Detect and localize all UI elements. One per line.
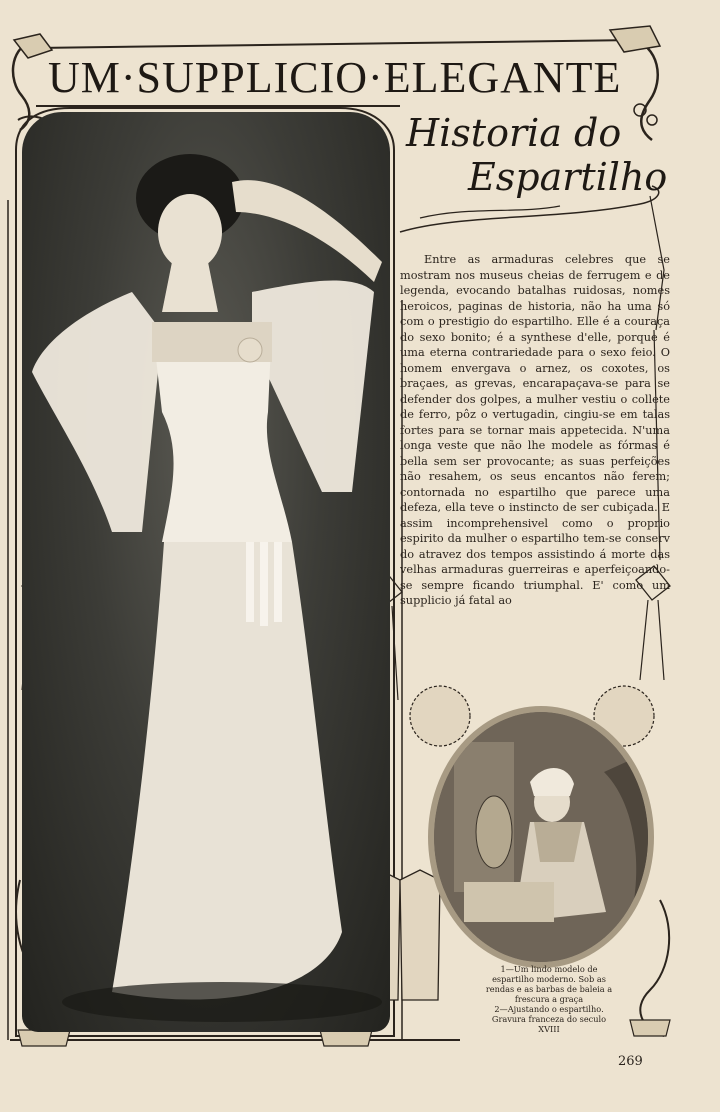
engraving-illustration (434, 712, 648, 962)
caption-2: 2—Ajustando o espartilho. Gravura franceza do seculo XVIII (491, 1004, 607, 1034)
page-number: 269 (618, 1054, 643, 1069)
article-body (400, 252, 670, 662)
subtitle-line-2: Espartilho (468, 155, 668, 199)
subtitle-line-1: Historia do (406, 111, 622, 155)
headline: UM·SUPPLICIO·ELEGANTE (48, 53, 622, 102)
corset-model-photo (22, 112, 390, 1032)
image-captions (482, 964, 616, 1034)
woman-figure-illustration (22, 112, 390, 1032)
engraving-medallion (428, 706, 654, 968)
caption-1: 1—Um lindo modelo de espartilho moderno. Sob as rendas e as barbas de baleia a frescura a graça (485, 964, 613, 1004)
article-paragraph: Entre as armaduras celebres que se mostram nos museus cheias de ferrugem e de legenda, evocando batalhas ruidosas, nomes heroicos, paginas de historia, não ha uma só com o prestigio do espartilho. Elle é a couraça do sexo bonito; é a synthese d'elle, porque é uma eterna contrariedade para o sexo feio. O homem envergava o arnez, os coxotes, os braçaes, as grevas, encarapaçava-se para se defender dos golpes, a mulher vestiu o collete de ferro, pôz o vertugadin, cingiu-se em talas fortes para se tornar mais appetecida. N'uma longa veste que não lhe modele as fórmas é bella sem ser provocante; as suas perfeições não resahem, os seus encantos não ferem; contornada no espartilho que parece uma defeza, ella teve o instincto de ser cubiçada. E assim incomprehensivel como o proprio espirito da mulher o espartilho tem-se conserv do atravez dos tempos assistindo á morte das velhas armaduras guerreiras e aperfeiçoando-se sempre ficando triumphal. E' como um supplicio já fatal ao (400, 253, 670, 607)
subtitle (398, 111, 668, 202)
